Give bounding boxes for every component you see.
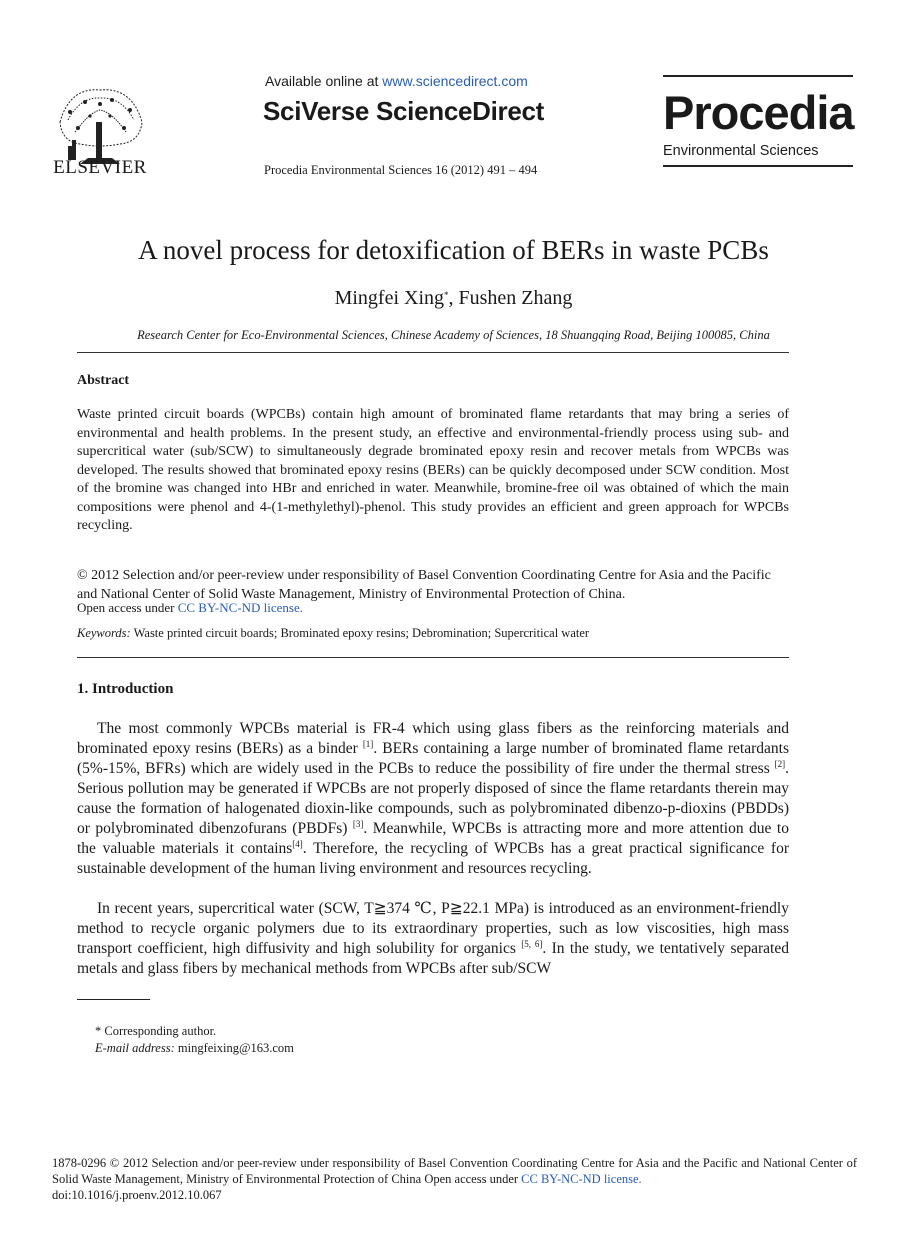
keywords-label: Keywords: — [77, 626, 131, 640]
divider — [77, 352, 789, 353]
open-access-line — [77, 600, 303, 616]
keywords-list: Waste printed circuit boards; Brominated epoxy resins; Debromination; Supercritical water — [130, 626, 590, 640]
license-link[interactable]: CC BY-NC-ND license. — [177, 600, 304, 615]
abstract-text: Waste printed circuit boards (WPCBs) contain high amount of brominated flame retardants that may bring a series of environmental and health problems. In the present study, an effective and environmental-friendly process using sub- and supercritical water (sub/SCW) to simultaneously degrade brominated epoxy resin and recover metals from WPCBs was developed. The results showed that brominated epoxy resins (BERs) can be quickly decomposed under SCW condition. Most of the bromine was changed into HBr and enriched in water. Meanwhile, bromine-free oil was obtained of which the main compositions were phenol and 4-(1-methylethyl)-phenol. This study provides an efficient and green approach for WPCBs recycling. — [77, 407, 789, 533]
keywords-line — [77, 626, 589, 641]
citation-ref[interactable]: [3] — [352, 819, 364, 829]
footnote-corresponding: * Corresponding author. — [95, 1024, 217, 1038]
abstract-heading: Abstract — [77, 373, 130, 388]
footnote-email — [95, 1041, 294, 1056]
sciencedirect-url-link[interactable]: www.sciencedirect.com — [382, 73, 528, 89]
elsevier-wordmark: ELSEVIER — [53, 157, 147, 178]
corresponding-mark: * — [444, 290, 449, 300]
procedia-journal-logo — [663, 75, 853, 167]
available-online-line — [265, 73, 528, 89]
journal-citation: Procedia Environmental Sciences 16 (2012) 491 – 494 — [264, 163, 538, 177]
author-1: Mingfei Xing — [334, 287, 445, 309]
section-heading-introduction: 1. Introduction — [77, 681, 174, 697]
email-address: mingfeixing@163.com — [174, 1041, 294, 1055]
divider — [77, 657, 789, 658]
affiliation: Research Center for Eco-Environmental Sciences, Chinese Academy of Sciences, 18 Shuangqing Road, Beijing 100085, China — [137, 328, 770, 342]
author-line — [0, 287, 907, 310]
sciverse-sciencedirect-logo: SciVerse ScienceDirect — [263, 96, 545, 126]
procedia-subtitle: Environmental Sciences — [663, 143, 819, 159]
citation-ref[interactable]: [5, 6] — [521, 939, 543, 949]
copyright-notice: © 2012 Selection and/or peer-review under responsibility of Basel Convention Coordinating Centre for Asia and the Pacific and National Center of Solid Waste Management, Ministry of Environmental Protection of China. — [77, 568, 771, 602]
email-label: E-mail address: — [95, 1041, 175, 1055]
procedia-bottom-rule — [663, 165, 853, 167]
citation-ref[interactable]: [4] — [292, 839, 303, 849]
intro-paragraph-2: In recent years, supercritical water (SCW, T≧374 ℃, P≧22.1 MPa) is introduced as an environment-friendly method to recycle organic polymers due to its extraordinary properties, such as low viscosities, high mass transport coefficient, high diffusivity and high solubility for organics [5, 6]. In the study, we tentatively separated metals and glass fibers by mechanical methods from WPCBs after sub/SCW — [77, 900, 789, 977]
intro-paragraph-1: The most commonly WPCBs material is FR-4 which using glass fibers as the reinforcing materials and brominated epoxy resins (BERs) as a binder [1]. BERs containing a large number of brominated flame retardants (5%-15%, BFRs) which are widely used in the PCBs to reduce the possibility of fire under the thermal stress [2]. Serious pollution may be generated if WPCBs are not properly disposed of since the flame retardants therein may cause the formation of halogenated dioxin-like compounds, such as polybrominated dibenzo-p-dioxins (PBDDs) or polybrominated dibenzofurans (PBDFs) [3]. Meanwhile, WPCBs is attracting more and more attention due to the valuable materials it contains[4]. Therefore, the recycling of WPCBs has a great practical significance for sustainable development of the human living environment and resources recycling. — [77, 720, 790, 877]
open-access-prefix: Open access under — [77, 600, 175, 615]
footer-license-link[interactable]: CC BY-NC-ND license. — [521, 1172, 642, 1186]
author-2: , Fushen Zhang — [448, 287, 573, 309]
page-footer — [52, 1155, 857, 1203]
footer-open-access-prefix: Open access under — [421, 1172, 522, 1186]
footnote-rule — [77, 999, 150, 1000]
procedia-top-rule — [663, 75, 853, 77]
doi: doi:10.1016/j.proenv.2012.10.067 — [52, 1188, 222, 1202]
available-online-prefix: Available online at — [265, 73, 379, 89]
citation-ref[interactable]: [2] — [774, 759, 786, 769]
footnote-marker: * — [95, 1024, 102, 1038]
procedia-wordmark: Procedia — [663, 86, 854, 139]
issn-copyright: 1878-0296 © 2012 Selection and/or peer-review under responsibility of Basel Convention Coordinating Centre for Asia and the Pacific and National Center of Solid Waste Management, Ministry of Environmental Protection of China — [52, 1156, 857, 1186]
citation-ref[interactable]: [1] — [362, 739, 374, 749]
article-title: A novel process for detoxification of BERs in waste PCBs — [138, 235, 769, 265]
